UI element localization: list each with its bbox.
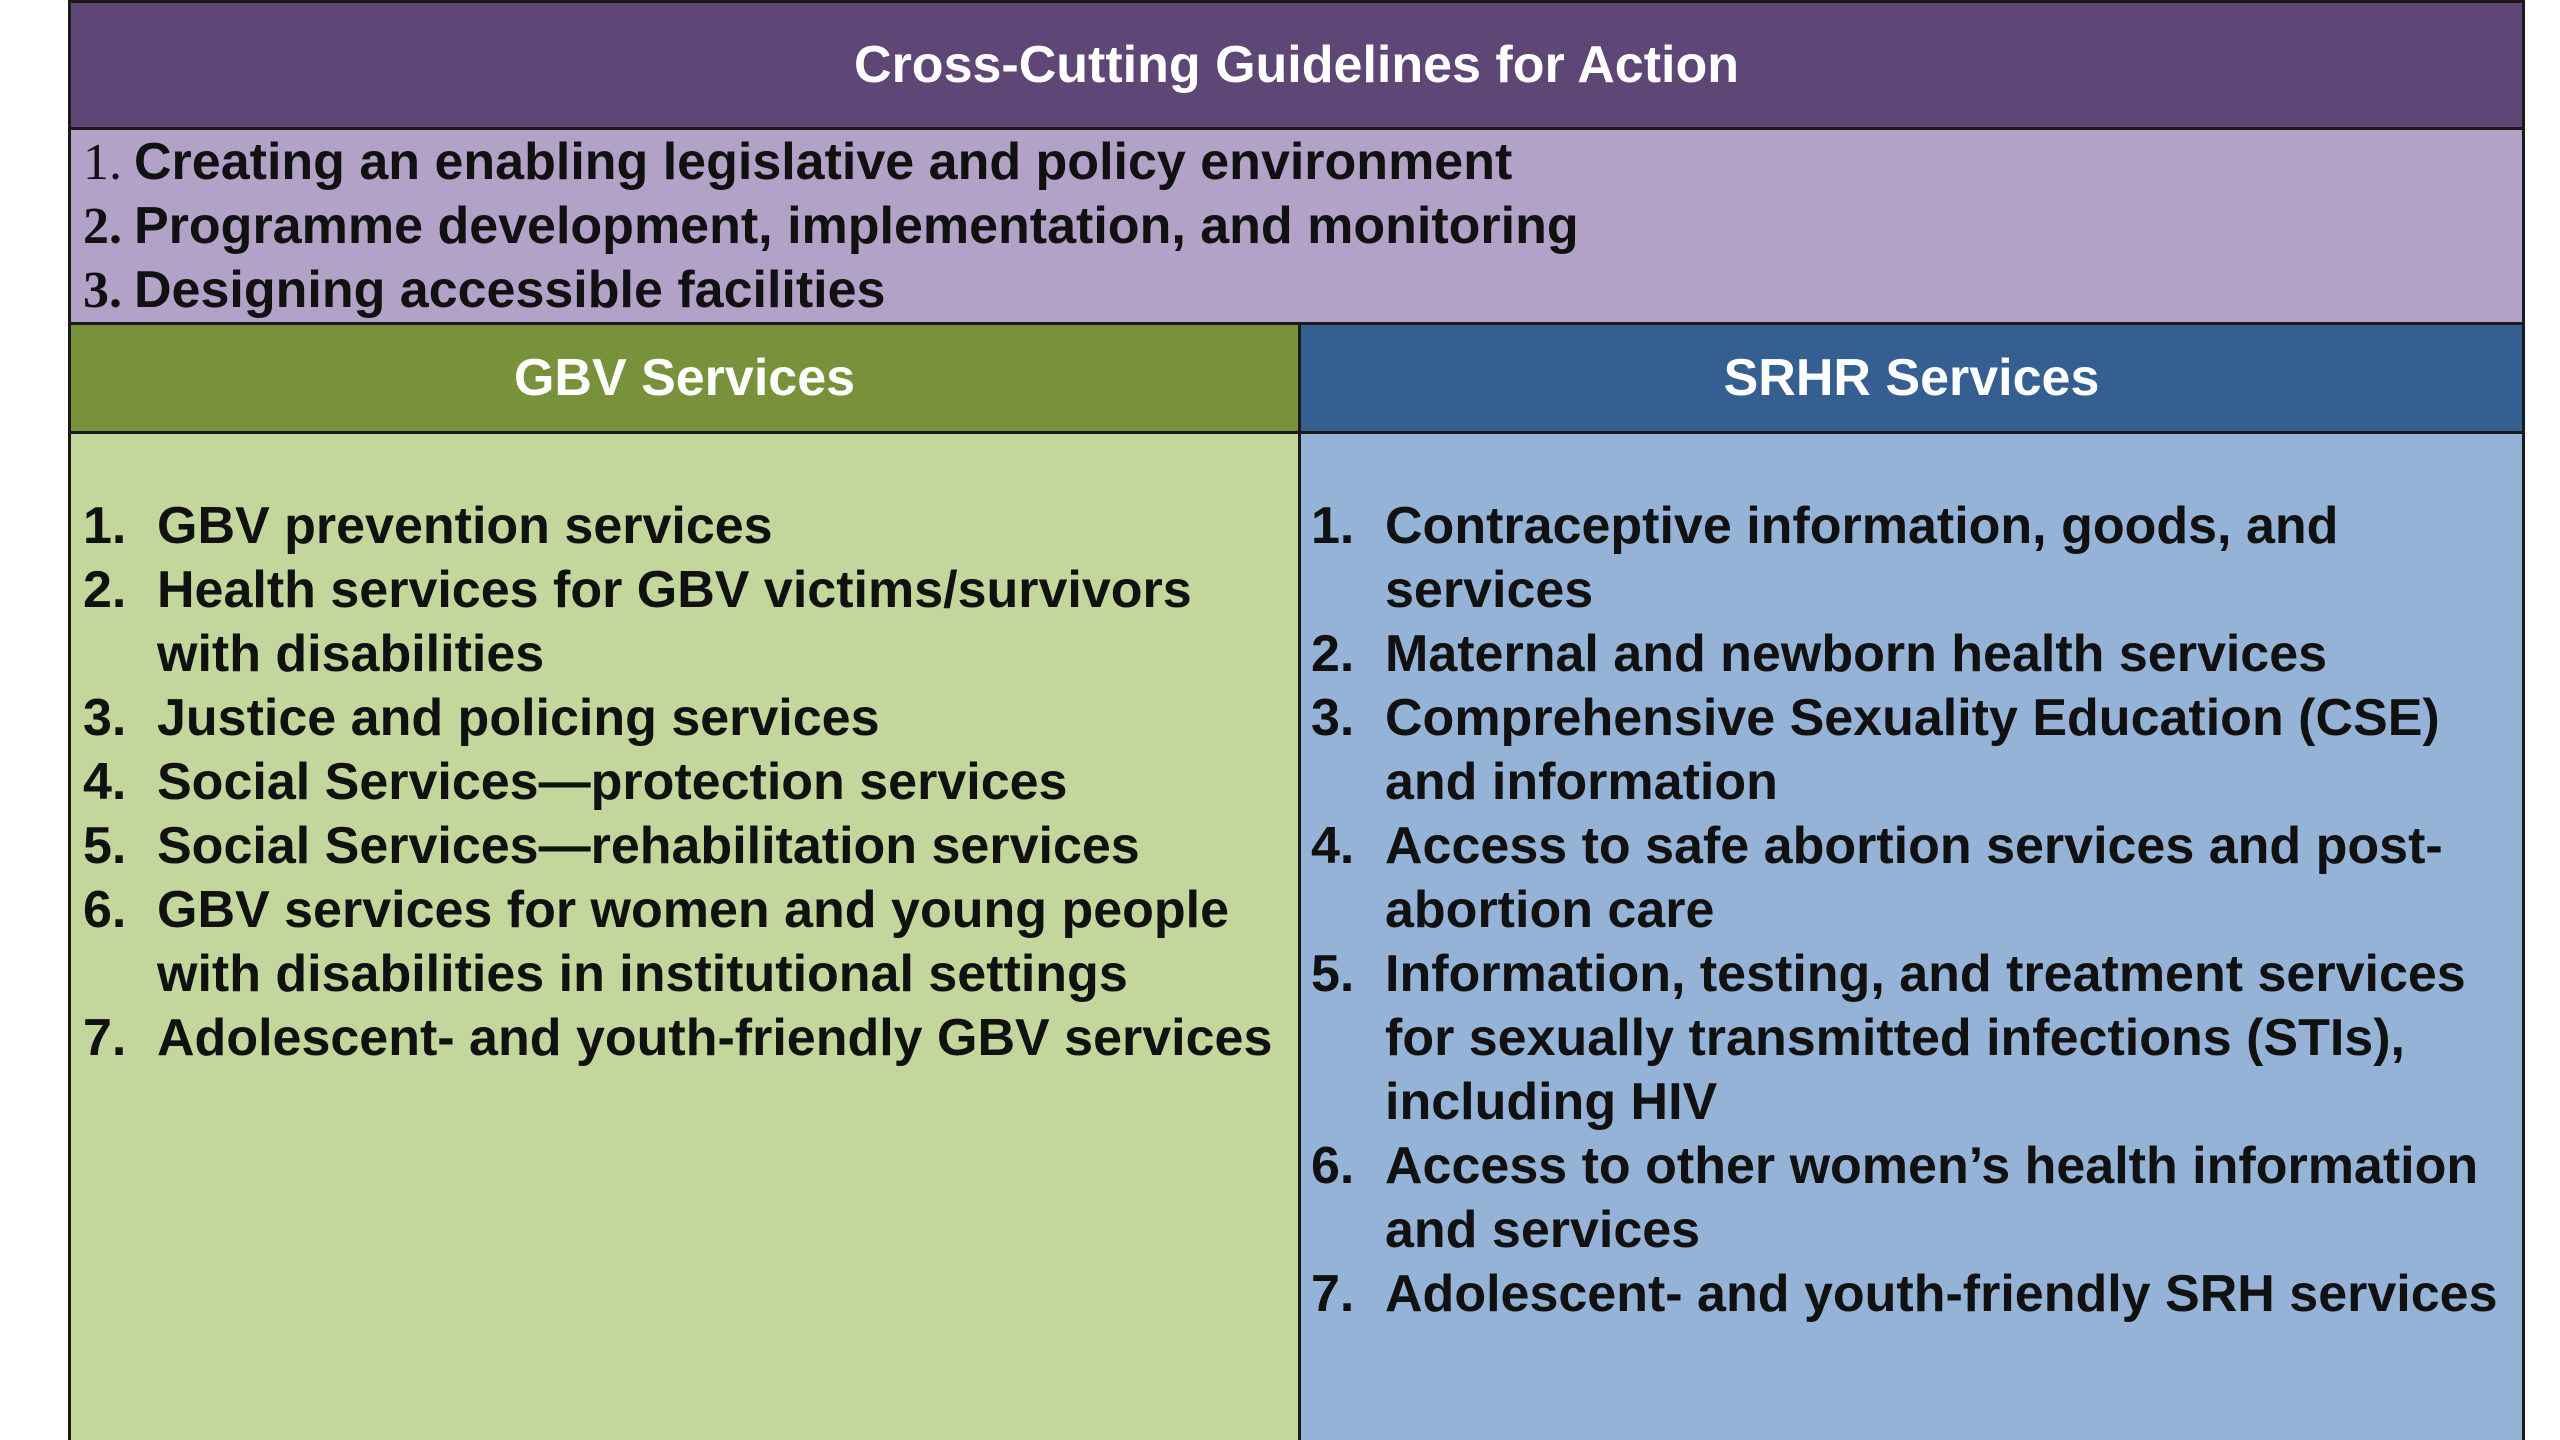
srhr-list-item [1311,814,2522,942]
srhr-list-item [1311,622,2522,686]
guideline-item [83,130,2522,194]
list-number: 3. [1311,689,1355,747]
gbv-list-item [83,878,1298,1006]
list-number: 3. [83,689,127,747]
gbv-list-item [83,750,1298,814]
list-number: 5. [1311,945,1355,1003]
gbv-services-header [71,322,1298,434]
list-number: 1. [1311,497,1355,555]
guideline-text: Creating an enabling legislative and policy environment [134,133,1513,191]
list-text: Adolescent- and youth-friendly GBV services [157,1009,1273,1067]
list-number: 2. [1311,625,1355,683]
gbv-list-item [83,686,1298,750]
list-text: Social Services—rehabilitation services [157,817,1140,875]
list-text: Justice and policing services [157,689,880,747]
srhr-services-list [1298,434,2522,1440]
gbv-list-item [83,1006,1298,1070]
list-number: 1. [83,497,127,555]
diagram-frame [68,0,2525,1440]
guideline-item [83,194,2522,258]
list-number: 6. [1311,1137,1355,1195]
guidelines-panel [71,130,2522,322]
guideline-number: 3. [83,262,122,319]
gbv-services-list [71,434,1298,1440]
list-text: Maternal and newborn health services [1385,625,2328,683]
gbv-list-item [83,494,1298,558]
diagram-title [71,0,2522,130]
list-text: Health services for GBV victims/survivors with disabilities [157,561,1192,683]
list-text: Contraceptive information, goods, and services [1385,497,2339,619]
gbv-list-item [83,558,1298,686]
srhr-list-item [1311,1134,2522,1262]
list-text: Adolescent- and youth-friendly SRH services [1385,1265,2498,1323]
list-number: 7. [1311,1265,1355,1323]
list-number: 4. [83,753,127,811]
srhr-list-item [1311,686,2522,814]
srhr-services-header-text: SRHR Services [1723,349,2100,407]
diagram-title-text: Cross-Cutting Guidelines for Action [854,36,1739,94]
gbv-list-item [83,814,1298,878]
list-number: 6. [83,881,127,939]
list-text: Access to other women’s health information and services [1385,1137,2479,1259]
list-text: Access to safe abortion services and post-abortion care [1385,817,2443,939]
guideline-number: 1. [83,134,122,191]
list-number: 5. [83,817,127,875]
guideline-number: 2. [83,198,122,255]
srhr-list-item [1311,494,2522,622]
srhr-services-header [1298,322,2522,434]
list-text: Information, testing, and treatment services for sexually transmitted infections (STIs), including HIV [1385,945,2466,1131]
list-text: GBV services for women and young people with disabilities in institutional settings [157,881,1230,1003]
guideline-text: Programme development, implementation, and monitoring [134,197,1579,255]
srhr-list-item [1311,942,2522,1134]
list-number: 7. [83,1009,127,1067]
guideline-text: Designing accessible facilities [134,261,886,319]
list-text: Social Services—protection services [157,753,1068,811]
list-number: 2. [83,561,127,619]
list-text: Comprehensive Sexuality Education (CSE) and information [1385,689,2440,811]
guideline-item [83,258,2522,322]
list-text: GBV prevention services [157,497,773,555]
gbv-services-header-text: GBV Services [513,349,856,407]
list-number: 4. [1311,817,1355,875]
srhr-list-item [1311,1262,2522,1326]
